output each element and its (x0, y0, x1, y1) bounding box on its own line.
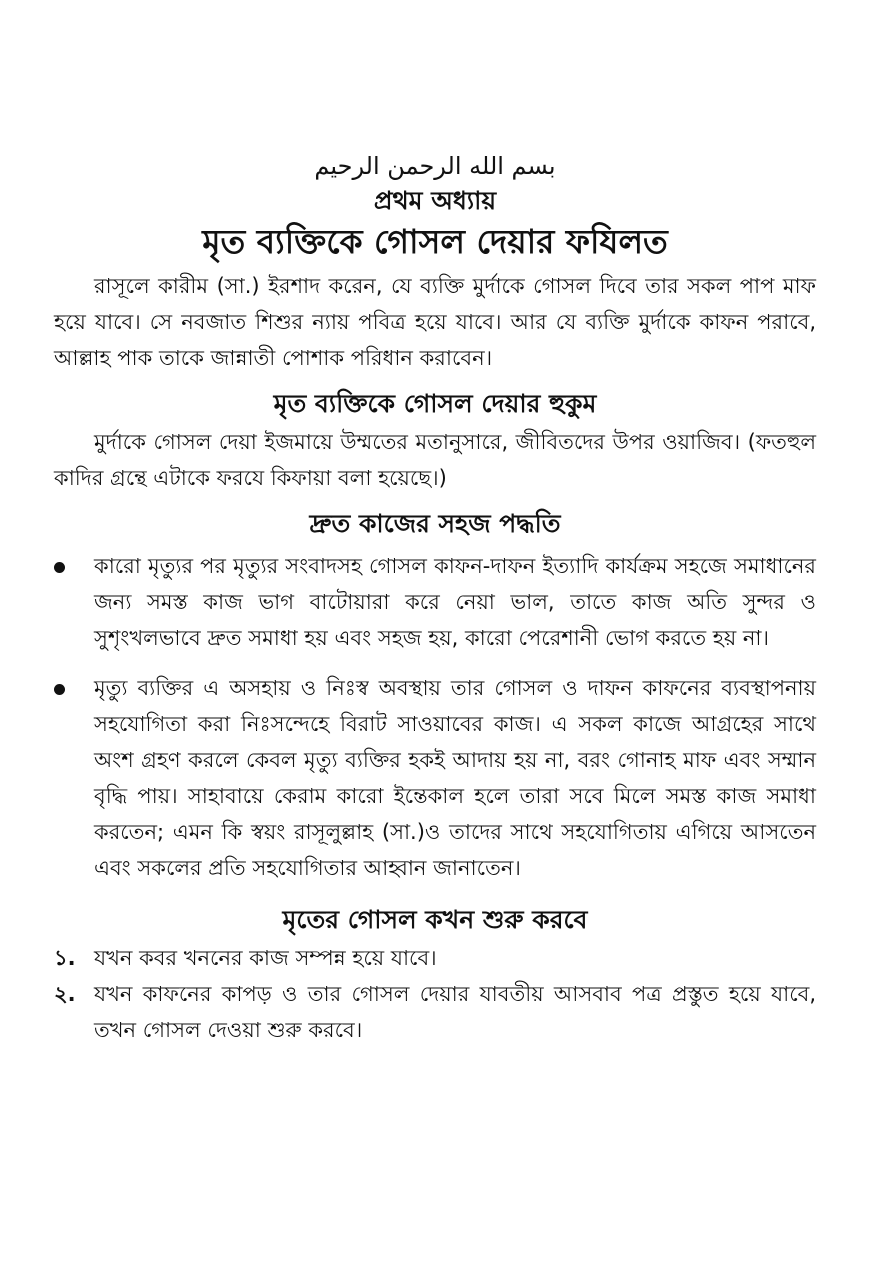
section-heading-when: মৃতের গোসল কখন শুরু করবে (282, 905, 588, 934)
list-item-text: কারো মৃত্যুর পর মৃত্যুর সংবাদসহ গোসল কাফন-দাফন ইত্যাদি কার্যক্রম সহজে সমাধানের জন্য সমস্ত কাজ ভাগ বাটোয়ারা করে নেয়া ভাল, তাতে কাজ অতি সুন্দর ও সুশৃংখলভাবে দ্রুত সমাধা হয় এবং সহজ হয়, কারো পেরেশানী ভোগ করতে হয় না। (94, 554, 816, 650)
list-number: ১. (54, 946, 76, 970)
list-item (54, 670, 816, 886)
method-bullet-list (54, 548, 816, 886)
section-heading-ruling: মৃত ব্যক্তিকে গোসল দেয়ার হুকুম (273, 389, 597, 418)
document-page (54, 148, 816, 1048)
list-item-text: যখন কবর খননের কাজ সম্পন্ন হয়ে যাবে। (94, 946, 437, 970)
list-number: ২. (54, 982, 76, 1006)
list-item-text: যখন কাফনের কাপড় ও তার গোসল দেয়ার যাবতীয় আসবাব পত্র প্রস্তুত হয়ে যাবে, তখন গোসল দেওয়া শুরু করবে। (94, 982, 816, 1042)
list-item (54, 940, 816, 976)
bullet-icon (54, 684, 65, 695)
list-item (54, 976, 816, 1048)
chapter-label: প্রথম অধ্যায় (373, 186, 497, 215)
section-heading-method: দ্রুত কাজের সহজ পদ্ধতি (309, 509, 561, 538)
when-numbered-list (54, 940, 816, 1048)
bullet-icon (54, 562, 65, 573)
bismillah-heading: بسم الله الرحمن الرحيم (314, 152, 556, 180)
ruling-paragraph: মুর্দাকে গোসল দেয়া ইজমায়ে উম্মতের মতানুসারে, জীবিতদের উপর ওয়াজিব। (ফতহুল কাদির গ্রন্থে এটাকে ফরযে কিফায়া বলা হয়েছে।) (54, 430, 816, 490)
page-title: মৃত ব্যক্তিকে গোসল দেয়ার ফযিলত (202, 222, 668, 261)
intro-paragraph: রাসূলে কারীম (সা.) ইরশাদ করেন, যে ব্যক্তি মুর্দাকে গোসল দিবে তার সকল পাপ মাফ হয়ে যাবে। সে নবজাত শিশুর ন্যায় পবিত্র হয়ে যাবে। আর যে ব্যক্তি মুর্দাকে কাফন পরাবে, আল্লাহ পাক তাকে জান্নাতী পোশাক পরিধান করাবেন। (54, 274, 816, 370)
list-item-text: মৃত্যু ব্যক্তির এ অসহায় ও নিঃস্ব অবস্থায় তার গোসল ও দাফন কাফনের ব্যবস্থাপনায় সহযোগিতা করা নিঃসন্দেহে বিরাট সাওয়াবের কাজ। এ সকল কাজে আগ্রহের সাথে অংশ গ্রহণ করলে কেবল মৃত্যু ব্যক্তির হকই আদায় হয় না, বরং গোনাহ মাফ এবং সম্মান বৃদ্ধি পায়। সাহাবায়ে কেরাম কারো ইন্তেকাল হলে তারা সবে মিলে সমস্ত কাজ সমাধা করতেন; এমন কি স্বয়ং রাসূলুল্লাহ (সা.)ও তাদের সাথে সহযোগিতায় এগিয়ে আসতেন এবং সকলের প্রতি সহযোগিতার আহ্বান জানাতেন। (94, 676, 816, 880)
list-item (54, 548, 816, 656)
